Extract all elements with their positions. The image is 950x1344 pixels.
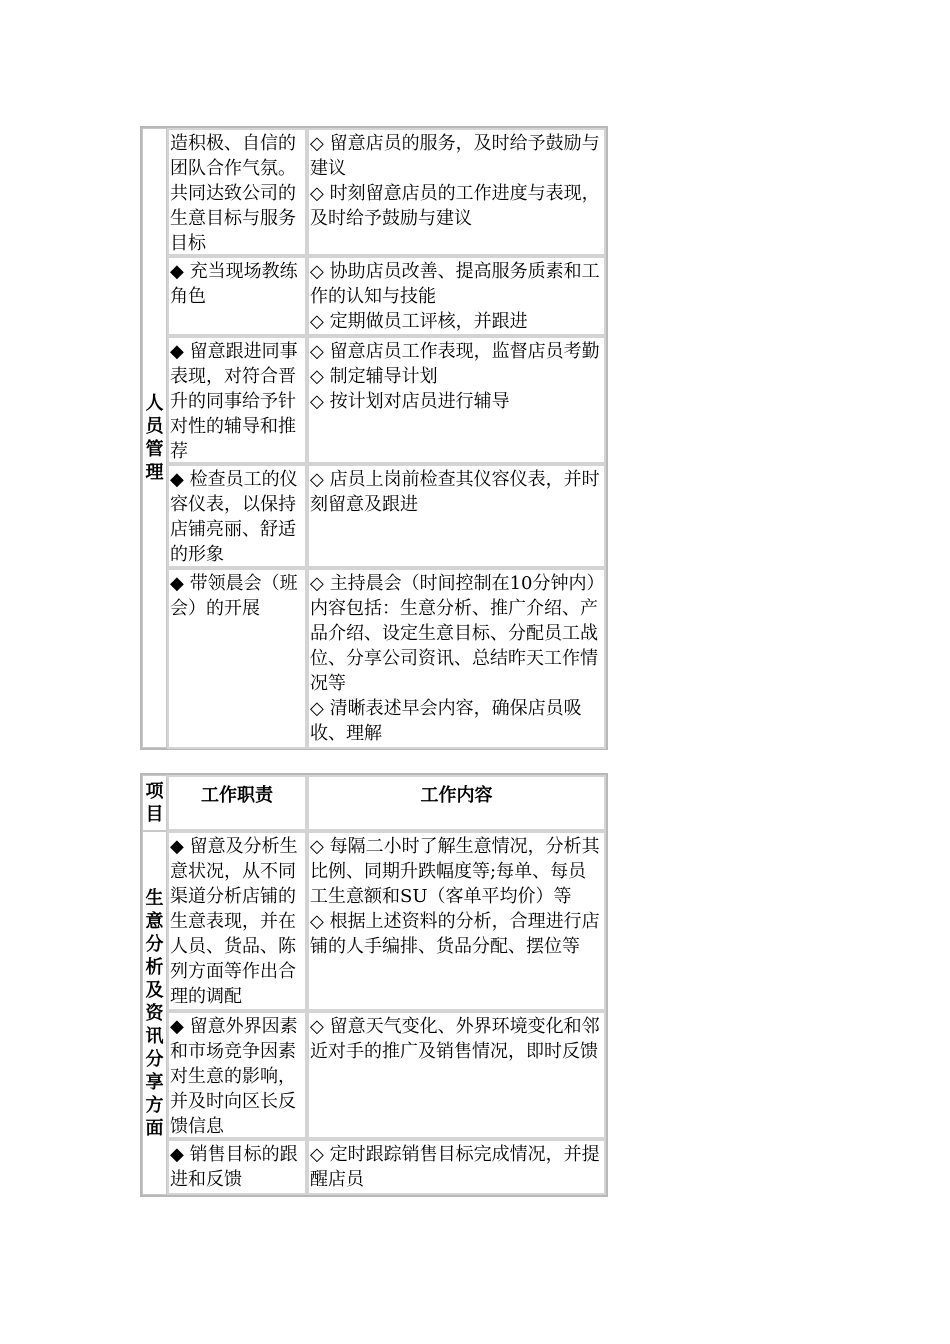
table-row <box>167 568 606 749</box>
content-cell: ◇ 留意店员的服务，及时给予鼓励与建议 ◇ 时刻留意店员的工作进度与表现，及时给予鼓励与建议 <box>307 128 606 256</box>
duty-cell: ◆ 留意及分析生意状况，从不同渠道分析店铺的生意表现，并在人员、货品、陈列方面等作出合理的调配 <box>167 831 307 1011</box>
header-content: 工作内容 <box>307 775 606 831</box>
duty-cell: ◆ 留意外界因素和市场竞争因素对生意的影响，并及时向区长反馈信息 <box>167 1011 307 1139</box>
duty-cell: 造积极、自信的团队合作气氛。共同达致公司的生意目标与服务目标 <box>167 128 307 256</box>
header-duty: 工作职责 <box>167 775 307 831</box>
duty-cell: ◆ 销售目标的跟进和反馈 <box>167 1139 307 1195</box>
duty-cell: ◆ 留意跟进同事表现，对符合晋升的同事给予针对性的辅导和推荐 <box>167 336 307 464</box>
table-row <box>167 336 606 464</box>
category-cell: 人员管理 <box>142 128 167 748</box>
table-row <box>167 256 606 336</box>
table-rows <box>167 831 606 1195</box>
content-cell: ◇ 每隔二小时了解生意情况，分析其比例、同期升跌幅度等;每单、每员工生意额和SU（客单平均价）等 ◇ 根据上述资料的分析，合理进行店铺的人手编排、货品分配、摆位等 <box>307 831 606 1011</box>
content-cell: ◇ 主持晨会（时间控制在10分钟内）内容包括：生意分析、推广介绍、产品介绍、设定生意目标、分配员工战位、分享公司资讯、总结昨天工作情况等 ◇ 清晰表述早会内容，确保店员吸收、理解 <box>307 568 606 749</box>
business-analysis-table <box>140 773 608 1197</box>
table-row <box>167 128 606 256</box>
content-cell: ◇ 店员上岗前检查其仪容仪表，并时刻留意及跟进 <box>307 464 606 568</box>
table-row <box>167 1011 606 1139</box>
content-cell: ◇ 定时跟踪销售目标完成情况，并提醒店员 <box>307 1139 606 1195</box>
category-cell: 生意分析及资讯分享方面 <box>142 831 167 1195</box>
content-cell: ◇ 留意店员工作表现，监督店员考勤 ◇ 制定辅导计划 ◇ 按计划对店员进行辅导 <box>307 336 606 464</box>
duty-cell: ◆ 检查员工的仪容仪表，以保持店铺亮丽、舒适的形象 <box>167 464 307 568</box>
table-row <box>167 831 606 1011</box>
table-row <box>167 464 606 568</box>
duty-cell: ◆ 带领晨会（班会）的开展 <box>167 568 307 749</box>
content-cell: ◇ 留意天气变化、外界环境变化和邻近对手的推广及销售情况，即时反馈 <box>307 1011 606 1139</box>
header-row <box>142 775 606 831</box>
duty-cell: ◆ 充当现场教练角色 <box>167 256 307 336</box>
content-cell: ◇ 协助店员改善、提高服务质素和工作的认知与技能 ◇ 定期做员工评核，并跟进 <box>307 256 606 336</box>
table-body <box>142 831 606 1195</box>
table-row <box>167 1139 606 1195</box>
staff-management-table <box>140 126 608 750</box>
header-item: 项目 <box>142 775 167 831</box>
table-rows <box>167 128 606 748</box>
